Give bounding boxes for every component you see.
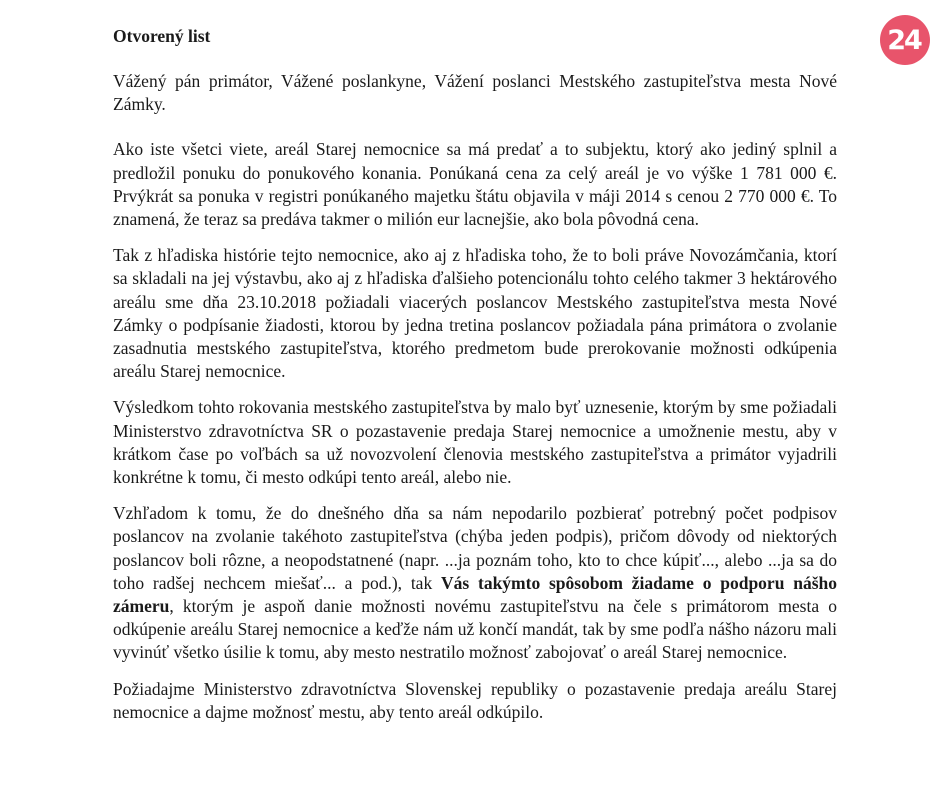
body-paragraph-request	[113, 502, 837, 664]
letter-document	[113, 25, 837, 737]
logo-24-text: 24	[887, 24, 921, 56]
body-paragraph-sale-price: Ako iste všetci viete, areál Starej nemocnice sa má predať a to subjektu, ktorý ako jediný splnil a predložil ponuku do ponukového konania. Ponúkaná cena za celý areál je vo výške 1 781 000 €. Prvýkrát sa ponuka v registri ponúkaného majetku štátu objavila v máji 2014 s cenou 2 770 000 €. To znamená, že teraz sa predáva takmer o milión eur lacnejšie, ako bola pôvodná cena.	[113, 139, 837, 230]
body-paragraph-resolution: Výsledkom tohto rokovania mestského zastupiteľstva by malo byť uznesenie, ktorým by sme požiadali Ministerstvo zdravotníctva SR o pozastavenie predaja Starej nemocnice a umožnenie mestu, aby v krátkom čase po voľbách sa už novozvolení členovia mestského zastupiteľstva a primátor vyjadrili konkrétne k tomu, či mesto odkúpi tento areál, alebo nie.	[113, 397, 837, 488]
salutation-paragraph: Vážený pán primátor, Vážené poslankyne, Vážení poslanci Mestského zastupiteľstva mesta Nové Zámky.	[113, 71, 837, 115]
brand-logo	[880, 15, 930, 65]
request-text-before: Vzhľadom k tomu, že do dnešného dňa sa nám nepodarilo pozbierať potrebný počet podpisov poslancov na zvolanie takéhoto zastupiteľstva (chýba jeden podpis), pričom dôvody od niektorých poslancov boli rôzne, a neopodstatnené (napr. ...ja poznám toho, kto to chce kúpiť..., alebo ...ja sa do toho radšej nechcem miešať... a pod.), tak	[113, 503, 837, 593]
document-title: Otvorený list	[113, 26, 211, 46]
body-paragraph-history: Tak z hľadiska histórie tejto nemocnice, ako aj z hľadiska toho, že to boli práve Novozámčania, ktorí sa skladali na jej výstavbu, ako aj z hľadiska ďalšieho potencionálu tohto celého takmer 3 hektárového areálu sme dňa 23.10.2018 požiadali viacerých poslancov Mestského zastupiteľstva mesta Nové Zámky o podpísanie žiadosti, ktorou by jedna tretina poslancov požiadala pána primátora o zvolanie zasadnutia mestského zastupiteľstva, ktorého predmetom bude prerokovanie možnosti odkúpenia areálu Starej nemocnice.	[113, 245, 837, 382]
closing-paragraph: Požiadajme Ministerstvo zdravotníctva Slovenskej republiky o pozastavenie predaja areálu Starej nemocnice a dajme možnosť mestu, aby tento areál odkúpilo.	[113, 678, 837, 722]
request-bold-text: Vás takýmto spôsobom žiadame o podporu nášho zámeru	[113, 572, 837, 617]
request-text-after: , ktorým je aspoň danie možnosti novému zastupiteľstvu na čele s primátorom mesta o odkúpenie areálu Starej nemocnice a keďže nám už končí mandát, tak by sme podľa nášho názoru mali vyvinúť všetko úsilie k tomu, aby mesto nestratilo možnosť zabojovať o areál Starej nemocnice.	[113, 596, 837, 663]
